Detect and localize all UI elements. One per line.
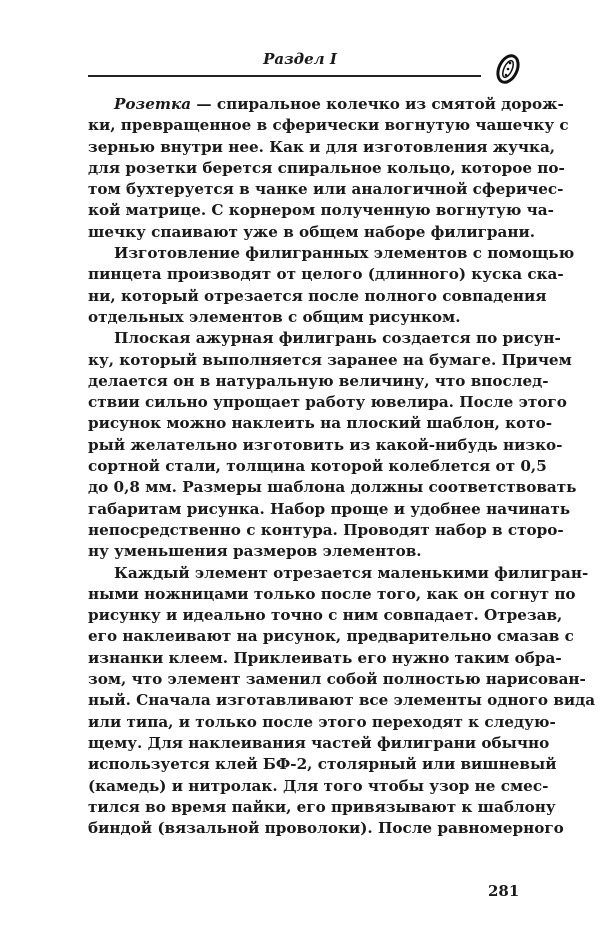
paragraph-cutting-elements	[88, 563, 596, 840]
text-line: ствии сильно упрощает работу ювелира. После этого	[88, 393, 567, 412]
text-line: ни, который отрезается после полного совпадения	[88, 286, 547, 305]
text-line: пинцета производят от целого (длинного) куска ска-	[88, 265, 564, 284]
header-divider	[88, 75, 481, 77]
text-line: зом, что элемент заменил собой полностью нарисован-	[88, 670, 586, 689]
text-line: ными ножницами только после того, как он согнут по	[88, 584, 576, 603]
text-line: биндой (вязальной проволоки). После равномерного	[88, 819, 564, 838]
text-line: рый желательно изготовить из какой-нибудь низко-	[88, 435, 563, 454]
text-line: щему. Для наклеивания частей филиграни обычно	[88, 733, 550, 752]
text-line: габаритам рисунка. Набор проще и удобнее начинать	[88, 499, 571, 518]
text-line: шечку спаивают уже в общем наборе филиграни.	[88, 222, 536, 241]
page-number: 281	[488, 882, 520, 900]
text-line: Каждый элемент отрезается маленькими филигран-	[114, 563, 589, 582]
text-line: ну уменьшения размеров элементов.	[88, 542, 422, 561]
text-line: отдельных элементов с общим рисунком.	[88, 307, 461, 326]
text-line: рисунку и идеально точно с ним совпадает. Отрезав,	[88, 606, 563, 625]
paragraph-openwork-filigree	[88, 328, 577, 562]
text-line: непосредственно с контура. Проводят набор в сторо-	[88, 520, 564, 539]
text-line: используется клей БФ-2, столярный или вишневый	[88, 755, 557, 774]
page-body	[88, 94, 596, 839]
text-line	[88, 94, 564, 115]
ring-icon	[496, 52, 520, 86]
text-line: (камедь) и нитролак. Для того чтобы узор не смес-	[88, 776, 549, 795]
paragraph-rozetka	[88, 94, 569, 243]
text-fragment: — спиральное колечко из смятой дорож-	[191, 95, 564, 113]
text-line: до 0,8 мм. Размеры шаблона должны соответствовать	[88, 478, 577, 497]
text-line: рисунок можно наклеить на плоский шаблон, кото-	[88, 414, 553, 433]
text-line: том бухтеруется в чанке или аналогичной сферичес-	[88, 180, 564, 199]
text-line: кой матрице. С корнером полученную вогнутую ча-	[88, 201, 554, 220]
text-line: или типа, и только после этого переходят к следую-	[88, 712, 556, 731]
text-line: делается он в натуральную величину, что впослед-	[88, 371, 549, 390]
text-line: Плоская ажурная филигрань создается по рисун-	[114, 329, 561, 348]
text-line: изнанки клеем. Приклеивать его нужно таким обра-	[88, 648, 562, 667]
text-line: ку, который выполняется заранее на бумаге. Причем	[88, 350, 572, 369]
paragraph-filigree-elements	[88, 243, 575, 328]
section-title: Раздел I	[263, 50, 337, 68]
text-line: сортной стали, толщина которой колеблется от 0,5	[88, 457, 547, 476]
text-line: зернью внутри нее. Как и для изготовления жучка,	[88, 137, 556, 156]
text-line: Изготовление филигранных элементов с помощью	[114, 244, 575, 263]
text-line: его наклеивают на рисунок, предварительно смазав с	[88, 627, 574, 646]
text-line: тился во время пайки, его привязывают к шаблону	[88, 797, 556, 816]
text-line: ки, превращенное в сферически вогнутую чашечку с	[88, 116, 569, 135]
term-rozetka: Розетка	[114, 95, 192, 113]
text-line: для розетки берется спиральное кольцо, которое по-	[88, 158, 565, 177]
text-line: ный. Сначала изготавливают все элементы одного вида	[88, 691, 596, 710]
